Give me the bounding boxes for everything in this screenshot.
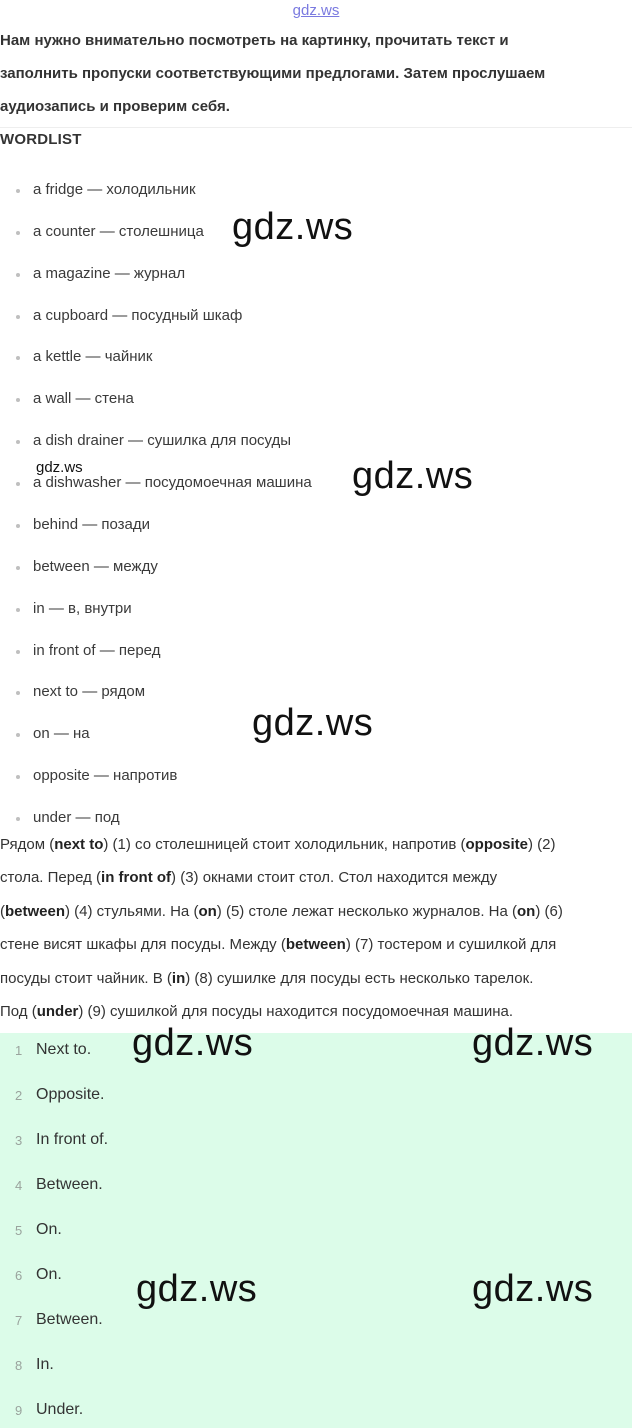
preposition-answer: next to bbox=[54, 836, 104, 853]
answer-number: 3 bbox=[15, 1133, 23, 1148]
answer-text: Between. bbox=[36, 1311, 103, 1328]
text-segment: стене висят шкафы для посуды. Между ( bbox=[0, 936, 286, 954]
bullet-icon bbox=[16, 482, 20, 486]
text-segment: стола. Перед ( bbox=[0, 869, 102, 887]
answer-item bbox=[0, 1084, 632, 1110]
wordlist-item-text: under — под bbox=[33, 809, 120, 827]
answer-number: 4 bbox=[15, 1178, 23, 1193]
answer-item bbox=[0, 1354, 632, 1380]
wordlist-item bbox=[0, 597, 600, 623]
wordlist-item-text: a magazine — журнал bbox=[33, 264, 186, 282]
text-segment: ) (4) стульями. На ( bbox=[65, 902, 199, 920]
answer-text: In front of. bbox=[36, 1131, 109, 1148]
bullet-icon bbox=[16, 733, 20, 737]
bullet-icon bbox=[16, 524, 20, 528]
wordlist-item bbox=[0, 764, 600, 790]
watermark: gdz.ws bbox=[252, 702, 374, 744]
watermark: gdz.ws bbox=[472, 1022, 594, 1064]
answer-number: 2 bbox=[15, 1088, 23, 1103]
wordlist-item bbox=[0, 555, 600, 581]
wordlist-item-text: in front of — перед bbox=[33, 641, 161, 659]
watermark: gdz.ws bbox=[136, 1268, 258, 1310]
wordlist-item-text: a counter — столешница bbox=[33, 222, 204, 240]
answer-item bbox=[0, 1309, 632, 1335]
text-segment: посуды стоит чайник. В ( bbox=[0, 969, 172, 987]
text-segment: ) (9) сушилкой для посуды находится посудомоечная машина. bbox=[78, 1003, 514, 1020]
preposition-answer: between bbox=[5, 902, 66, 920]
wordlist-item bbox=[0, 345, 600, 371]
wordlist-item bbox=[0, 304, 600, 330]
bullet-icon bbox=[16, 315, 20, 319]
wordlist-item bbox=[0, 262, 600, 288]
answer-number: 9 bbox=[15, 1403, 23, 1418]
answer-item bbox=[0, 1219, 632, 1245]
wordlist-item-text: between — между bbox=[33, 557, 158, 575]
text-segment: Рядом ( bbox=[0, 836, 55, 853]
bullet-icon bbox=[16, 398, 20, 402]
text-line bbox=[0, 836, 556, 853]
wordlist-item-text: behind — позади bbox=[33, 515, 151, 533]
bullet-icon bbox=[16, 650, 20, 654]
wordlist-item-text: on — на bbox=[33, 725, 90, 743]
bullet-icon bbox=[16, 189, 20, 193]
text-segment: ) (6) bbox=[535, 902, 563, 920]
watermark-small: gdz.ws bbox=[36, 459, 83, 476]
wordlist-item-text: opposite — напротив bbox=[33, 767, 178, 785]
text-segment: ( bbox=[0, 902, 5, 920]
bullet-icon bbox=[16, 775, 20, 779]
wordlist-item bbox=[0, 429, 600, 455]
bullet-icon bbox=[16, 608, 20, 612]
text-segment: ) (5) столе лежат несколько журналов. На ( bbox=[216, 902, 518, 920]
text-line bbox=[0, 970, 533, 987]
bullet-icon bbox=[16, 273, 20, 277]
answer-text: Under. bbox=[36, 1401, 84, 1418]
text-line bbox=[0, 1003, 513, 1020]
watermark: gdz.ws bbox=[132, 1022, 254, 1064]
answer-number: 6 bbox=[15, 1268, 23, 1283]
wordlist-item-text: a fridge — холодильник bbox=[33, 181, 196, 198]
bullet-icon bbox=[16, 566, 20, 570]
answer-text: Next to. bbox=[36, 1041, 92, 1058]
answer-number: 1 bbox=[15, 1043, 23, 1058]
wordlist-heading: WORDLIST bbox=[0, 131, 82, 148]
wordlist-item-text: a kettle — чайник bbox=[33, 348, 153, 366]
wordlist-item bbox=[0, 513, 600, 539]
answer-item bbox=[0, 1129, 632, 1155]
answer-number: 8 bbox=[15, 1358, 23, 1373]
bullet-icon bbox=[16, 691, 20, 695]
wordlist-item-text: a wall — стена bbox=[33, 390, 134, 408]
text-segment: ) (2) bbox=[528, 836, 556, 853]
wordlist-item-text: a cupboard — посудный шкаф bbox=[33, 306, 243, 324]
text-segment: ) (3) окнами стоит стол. Стол находится между bbox=[171, 869, 498, 887]
preposition-answer: on bbox=[198, 902, 217, 920]
answer-item bbox=[0, 1399, 632, 1425]
wordlist-item-text: a dish drainer — сушилка для посуды bbox=[33, 432, 292, 450]
instruction-line: заполнить пропуски соответствующими предлогами. Затем прослушаем bbox=[0, 65, 546, 82]
watermark: gdz.ws bbox=[352, 455, 474, 497]
bullet-icon bbox=[16, 356, 20, 360]
text-segment: Под ( bbox=[0, 1003, 37, 1020]
answer-text: On. bbox=[36, 1266, 62, 1283]
preposition-answer: in front of bbox=[101, 869, 172, 887]
answer-text: In. bbox=[36, 1356, 54, 1373]
text-segment: ) (1) со столешницей стоит холодильник, напротив ( bbox=[103, 836, 466, 853]
site-header-link[interactable]: gdz.ws bbox=[292, 2, 340, 19]
text-segment: ) (8) сушилке для посуды есть несколько тарелок. bbox=[185, 969, 534, 987]
bullet-icon bbox=[16, 440, 20, 444]
text-line bbox=[0, 869, 497, 886]
text-segment: ) (7) тостером и сушилкой для bbox=[345, 936, 557, 954]
watermark: gdz.ws bbox=[472, 1268, 594, 1310]
wordlist-item bbox=[0, 387, 600, 413]
answer-number: 7 bbox=[15, 1313, 23, 1328]
wordlist-item bbox=[0, 471, 600, 497]
preposition-answer: under bbox=[36, 1003, 79, 1020]
wordlist-item-text: next to — рядом bbox=[33, 683, 146, 701]
wordlist-item bbox=[0, 806, 600, 832]
text-line bbox=[0, 936, 556, 953]
answer-number: 5 bbox=[15, 1223, 23, 1238]
bullet-icon bbox=[16, 817, 20, 821]
text-line bbox=[0, 903, 563, 920]
wordlist-item-text: in — в, внутри bbox=[33, 599, 132, 617]
wordlist-item bbox=[0, 639, 600, 665]
preposition-answer: opposite bbox=[465, 836, 529, 853]
answer-text: Between. bbox=[36, 1176, 103, 1193]
wordlist-item bbox=[0, 178, 600, 204]
preposition-answer: in bbox=[171, 969, 186, 987]
section-divider bbox=[0, 127, 632, 128]
answer-item bbox=[0, 1174, 632, 1200]
preposition-answer: between bbox=[285, 936, 346, 954]
answer-text: Opposite. bbox=[36, 1086, 105, 1103]
answer-text: On. bbox=[36, 1221, 62, 1238]
instruction-line: Нам нужно внимательно посмотреть на картинку, прочитать текст и bbox=[0, 32, 509, 49]
instruction-line: аудиозапись и проверим себя. bbox=[0, 98, 230, 115]
watermark: gdz.ws bbox=[232, 206, 354, 248]
preposition-answer: on bbox=[517, 902, 536, 920]
answers-panel bbox=[0, 1033, 632, 1428]
bullet-icon bbox=[16, 231, 20, 235]
wordlist-item-text: a dishwasher — посудомоечная машина bbox=[33, 474, 312, 492]
